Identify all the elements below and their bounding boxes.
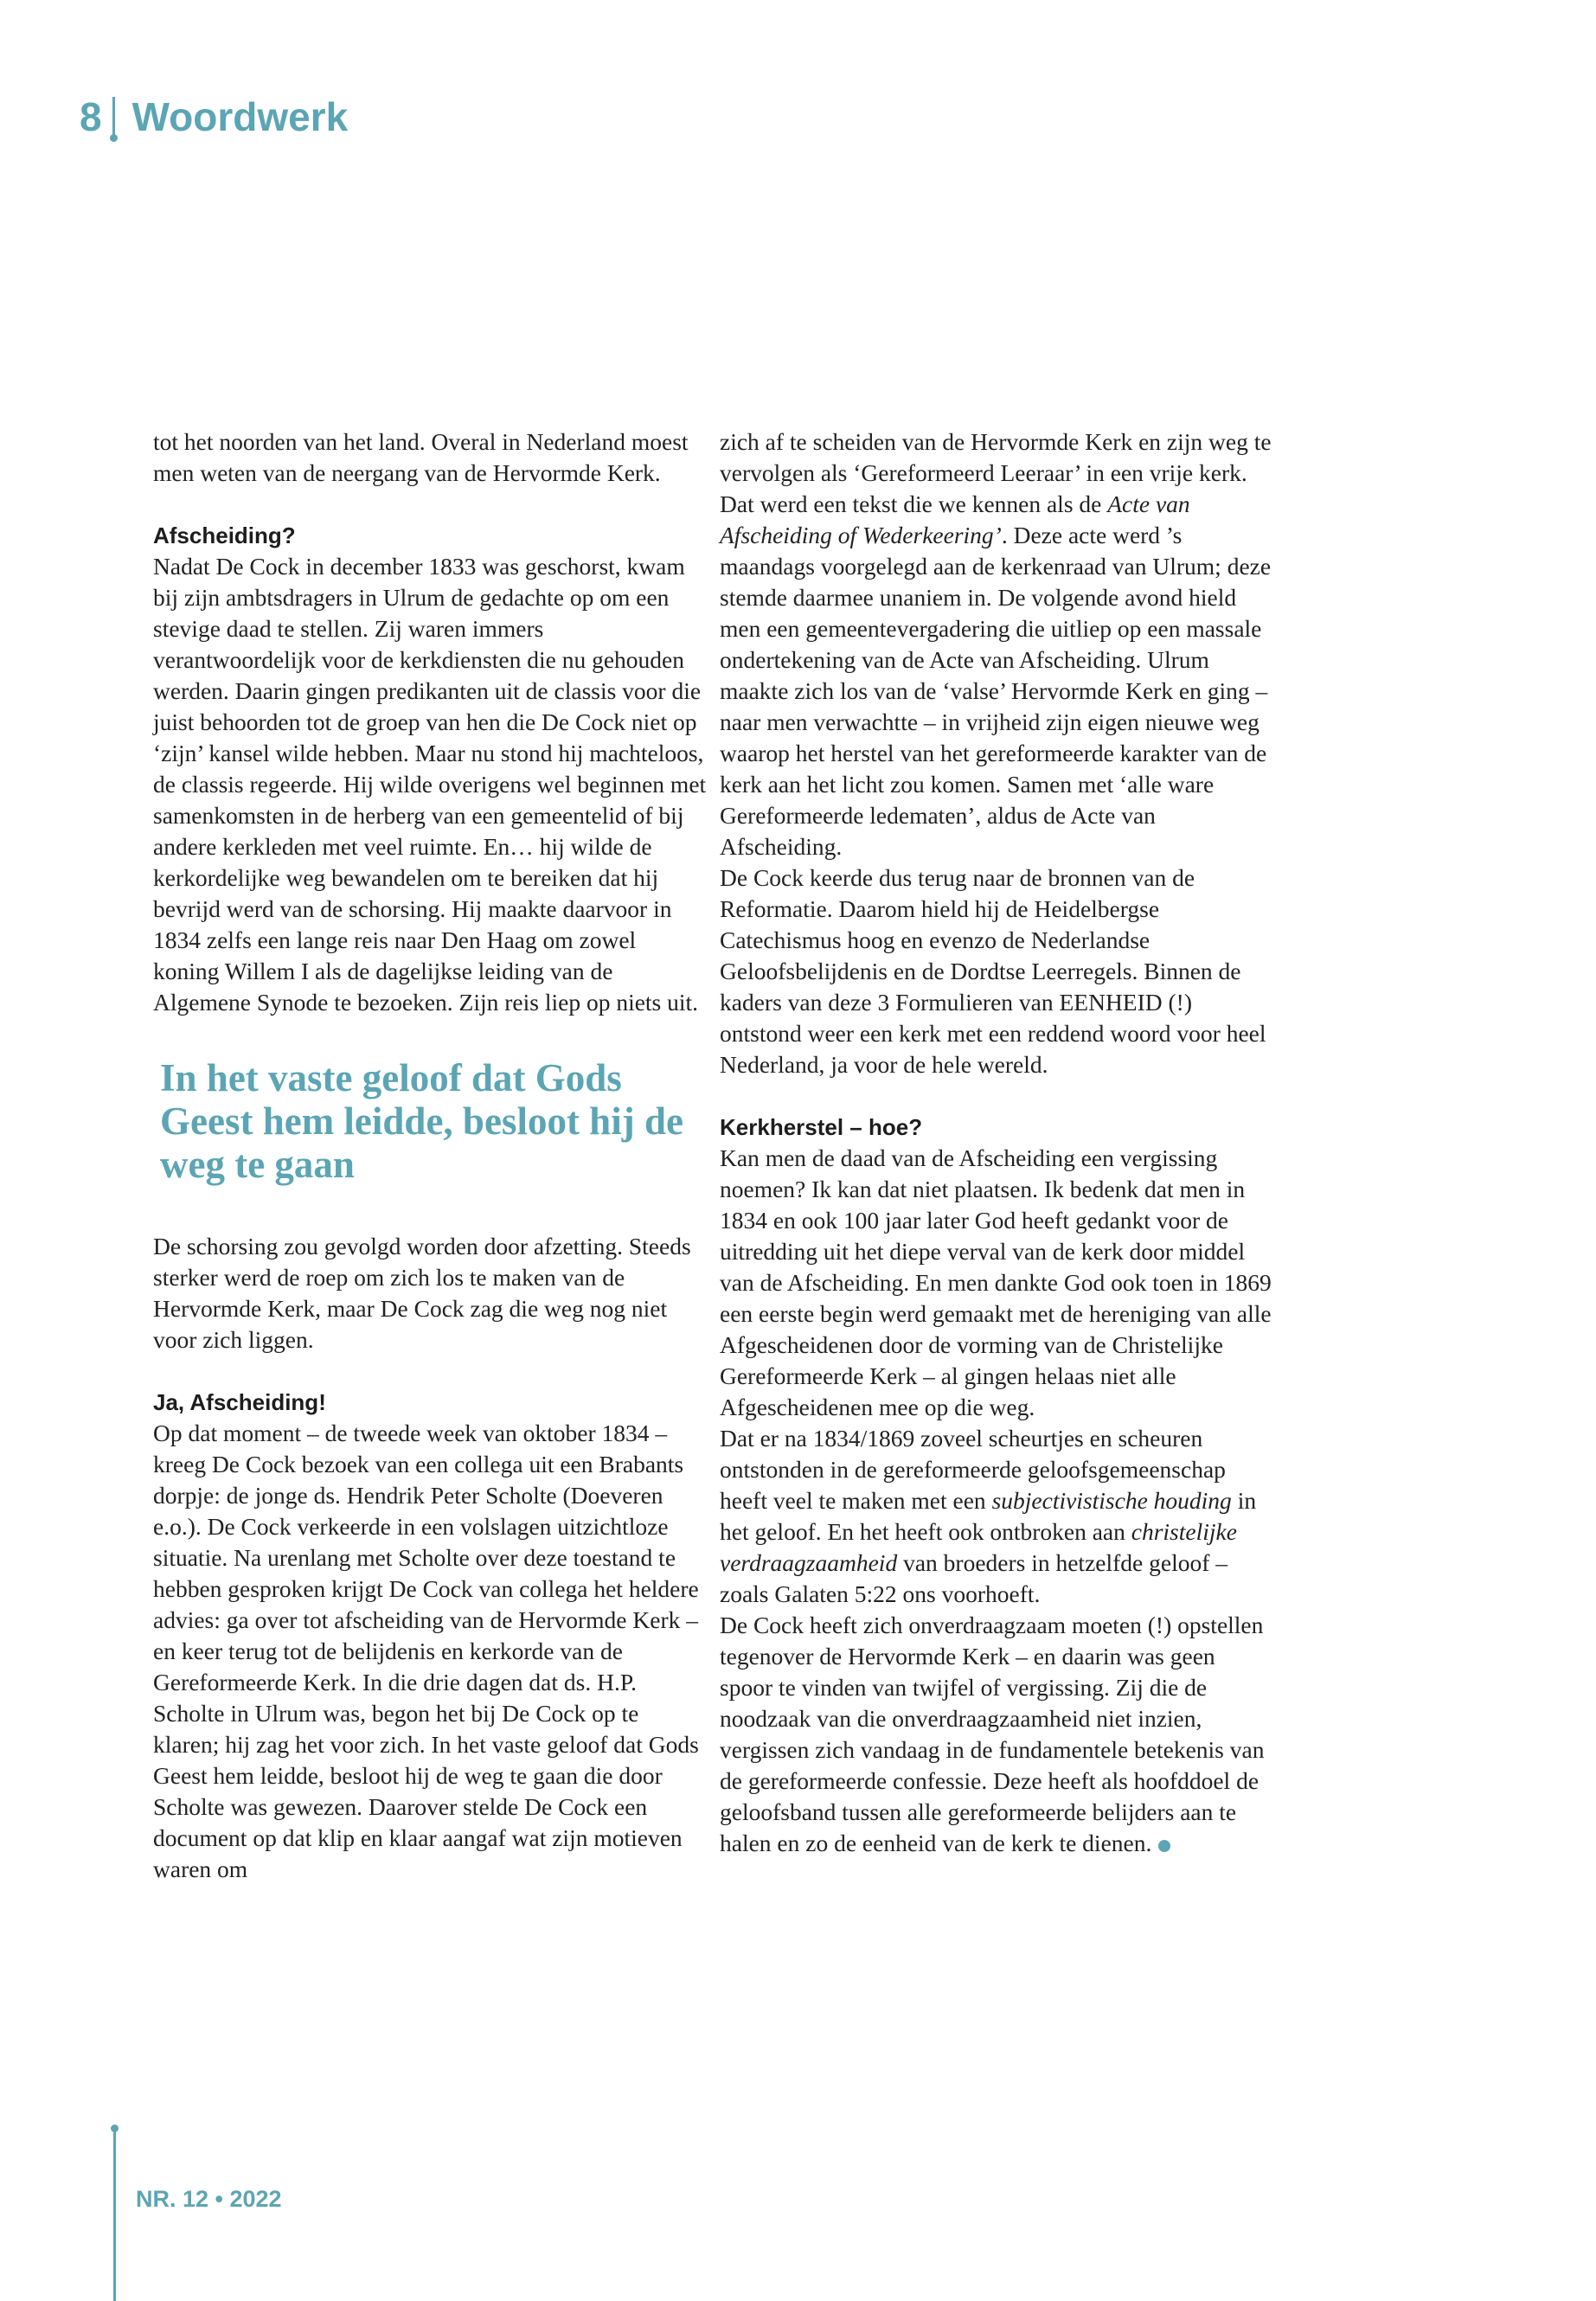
footer-rule [113, 2128, 116, 2301]
paragraph: De schorsing zou gevolgd worden door afzetting. Steeds sterker werd de roep om zich los te maken van de Hervormde Kerk, maar De Cock zag die weg nog niet voor zich liggen. [153, 1233, 691, 1353]
end-mark-icon [1158, 1840, 1170, 1852]
section-title: Woordwerk [131, 94, 349, 139]
italic-phrase: subjectivistische houding [991, 1487, 1232, 1514]
paragraph: tot het noorden van het land. Overal in Nederland moest men weten van de neergang van de Hervormde Kerk. [153, 428, 689, 486]
page-header [80, 93, 348, 140]
issue-number: NR. 12 • 2022 [136, 2186, 282, 2212]
right-column [720, 426, 1273, 1859]
subheading-afscheiding: Afscheiding? [153, 522, 296, 548]
text-run: De Cock heeft zich onverdraagzaam moeten (!) opstellen tegenover de Hervormde Kerk – en daarin was geen spoor te vinden van twijfel of vergissing. Zij die de noodzaak van die onverdraagzaamheid niet inzien, vergissen zich vandaag in de fundamentele betekenis van de gereformeerde confessie. Deze heeft als hoofddoel de geloofsband tussen alle gereformeerde belijders aan te halen en zo de eenheid van de kerk te dienen. [720, 1612, 1265, 1856]
text-run: zich af te scheiden van de Hervormde Kerk en zijn weg te vervolgen als ‘Gereformeerd Leeraar’ in een vrije kerk. Dat werd een tekst die we kennen als de [720, 428, 1272, 517]
page-number: 8 [80, 94, 102, 139]
paragraph: De Cock keerde dus terug naar de bronnen van de Reformatie. Daarom hield hij de Heidelbergse Catechismus hoog en evenzo de Nederlandse Geloofsbelijdenis en de Dordtse Leerregels. Binnen de kaders van deze 3 Formulieren van EENHEID (!) ontstond weer een kerk met een reddend woord voor heel Nederland, ja voor de hele wereld. [720, 864, 1266, 1078]
paragraph [720, 1423, 1273, 1610]
text-run: van broeders in hetzelfde geloof – zoals Galaten 5:22 ons voorhoeft. [720, 1549, 1227, 1607]
paragraph: Op dat moment – de tweede week van oktober 1834 – kreeg De Cock bezoek van een collega uit een Brabants dorpje: de jonge ds. Hendrik Peter Scholte (Doeveren e.o.). De Cock verkeerde in een volslagen uitzichtloze situatie. Na urenlang met Scholte over deze toestand te hebben gesproken krijgt De Cock van collega het heldere advies: ga over tot afscheiding van de Hervormde Kerk – en keer terug tot de belijdenis en kerkorde van de Gereformeerde Kerk. In die drie dagen dat ds. H.P. Scholte in Ulrum was, begon het bij De Cock op te klaren; hij zag het voor zich. In het vaste geloof dat Gods Geest hem leidde, besloot hij de weg te gaan die door Scholte was gewezen. Daarover stelde De Cock een document op dat klip en klaar aangaf wat zijn motieven waren om [153, 1420, 699, 1882]
text-run: . Deze acte werd ’s maandags voorgelegd aan de kerkenraad van Ulrum; deze stemde daarmee unaniem in. De volgende avond hield men een gemeentevergadering die uitliep op een massale ondertekening van de Acte van Afscheiding. Ulrum maakte zich los van de ‘valse’ Hervormde Kerk en ging – naar men verwachtte – in vrijheid zijn eigen nieuwe weg waarop het herstel van het gereformeerde karakter van de kerk aan het licht zou komen. Samen met ‘alle ware Gereformeerde ledematen’, aldus de Acte van Afscheiding. [720, 522, 1272, 860]
text-run: Dat er na 1834/1869 zoveel scheurtjes en scheuren ontstonden in de gereformeerde geloofsgemeenschap heeft veel te maken met een [720, 1425, 1226, 1514]
italic-phrase: christelijke verdraagzaamheid [720, 1518, 1237, 1576]
paragraph [720, 426, 1273, 862]
pull-quote: In het vaste geloof dat Gods Geest hem leidde, besloot hij de weg te gaan [160, 1056, 683, 1186]
subheading-ja-afscheiding: Ja, Afscheiding! [153, 1389, 326, 1415]
paragraph: Nadat De Cock in december 1833 was geschorst, kwam bij zijn ambtsdragers in Ulrum de gedachte op om een stevige daad te stellen. Zij waren immers verantwoordelijk voor de kerkdiensten die nu gehouden werden. Daarin gingen predikanten uit de classis voor die juist behoorden tot de groep van hen die De Cock niet op ‘zijn’ kansel wilde hebben. Maar nu stond hij machteloos, de classis regeerde. Hij wilde overigens wel beginnen met samenkomsten in de herberg van een gemeentelid of bij andere kerkleden met veel ruimte. En… hij wilde de kerkordelijke weg bewandelen om te bereiken dat hij bevrijd werd van de schorsing. Hij maakte daarvoor in 1834 zelfs een lange reis naar Den Haag om zowel koning Willem I als de dagelijkse leiding van de Algemene Synode te bezoeken. Zijn reis liep op niets uit. [153, 553, 707, 1016]
paragraph: Kan men de daad van de Afscheiding een vergissing noemen? Ik kan dat niet plaatsen. Ik bedenk dat men in 1834 en ook 100 jaar later God heeft gedankt voor de uitredding uit het diepe verval van de kerk door middel van de Afscheiding. En men dankte God ook toen in 1869 een eerste begin werd gemaakt met de hereniging van alle Afgescheidenen door de vorming van de Christelijke Gereformeerde Kerk – al gingen helaas niet alle Afgescheidenen mee op die weg. [720, 1144, 1272, 1420]
subheading-kerkherstel: Kerkherstel – hoe? [720, 1114, 923, 1140]
paragraph [720, 1610, 1273, 1859]
text-run: in het geloof. En het heeft ook ontbroken aan [720, 1487, 1257, 1545]
header-divider [112, 97, 115, 137]
left-column [153, 426, 707, 1885]
italic-title: Acte van Afscheiding of Wederkeering’ [720, 490, 1190, 548]
